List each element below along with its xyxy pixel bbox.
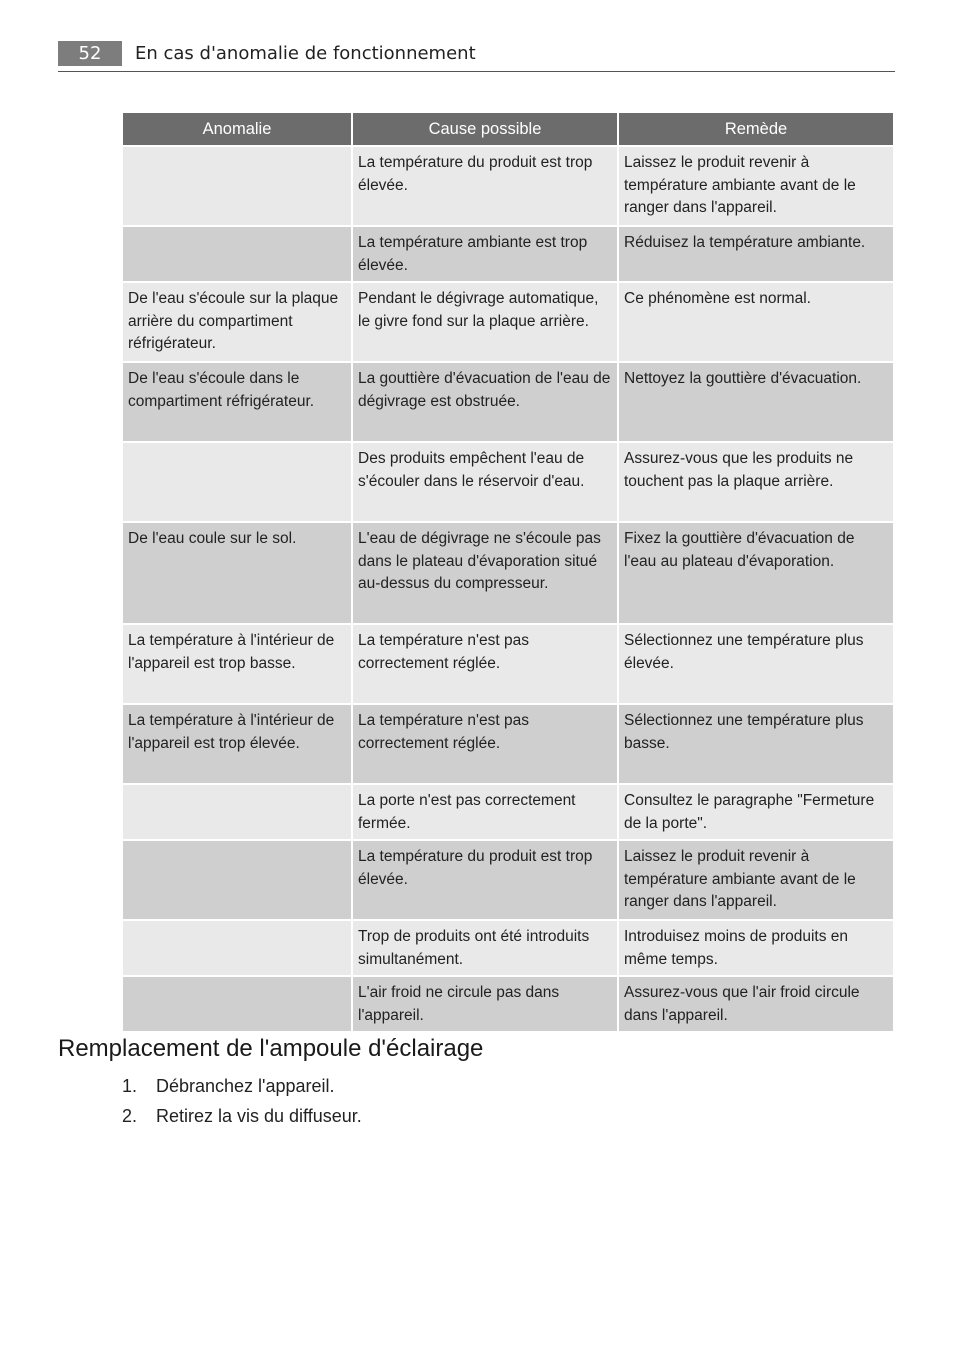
table-row <box>123 227 893 281</box>
table-row <box>123 363 893 441</box>
step-text: Débranchez l'appareil. <box>156 1076 335 1096</box>
cell-remede: Fixez la gouttière d'évacuation de l'eau au plateau d'évaporation. <box>619 523 893 623</box>
cell-anomalie <box>123 841 351 919</box>
cell-anomalie: La température à l'intérieur de l'appareil est trop élevée. <box>123 705 351 783</box>
cell-anomalie: De l'eau coule sur le sol. <box>123 523 351 623</box>
cell-cause: Trop de produits ont été introduits simultanément. <box>353 921 617 975</box>
table-row <box>123 625 893 703</box>
cell-remede: Assurez-vous que l'air froid circule dans l'appareil. <box>619 977 893 1031</box>
cell-cause: La porte n'est pas correctement fermée. <box>353 785 617 839</box>
list-item <box>122 1071 362 1101</box>
table-row <box>123 147 893 225</box>
troubleshooting-table <box>121 111 895 1033</box>
cell-cause: La température n'est pas correctement réglée. <box>353 705 617 783</box>
column-header-remede: Remède <box>619 113 893 145</box>
cell-cause: La température n'est pas correctement réglée. <box>353 625 617 703</box>
cell-remede: Nettoyez la gouttière d'évacuation. <box>619 363 893 441</box>
cell-anomalie <box>123 785 351 839</box>
column-header-anomalie: Anomalie <box>123 113 351 145</box>
cell-anomalie <box>123 147 351 225</box>
table-row <box>123 921 893 975</box>
steps-list <box>122 1071 362 1131</box>
cell-cause: Des produits empêchent l'eau de s'écouler dans le réservoir d'eau. <box>353 443 617 521</box>
table-row <box>123 443 893 521</box>
cell-remede: Consultez le paragraphe "Fermeture de la porte". <box>619 785 893 839</box>
section-title: Remplacement de l'ampoule d'éclairage <box>58 1035 484 1062</box>
cell-anomalie <box>123 443 351 521</box>
cell-cause: L'air froid ne circule pas dans l'appareil. <box>353 977 617 1031</box>
table-row <box>123 977 893 1031</box>
cell-cause: La gouttière d'évacuation de l'eau de dégivrage est obstruée. <box>353 363 617 441</box>
cell-remede: Assurez-vous que les produits ne touchent pas la plaque arrière. <box>619 443 893 521</box>
cell-anomalie: De l'eau s'écoule dans le compartiment réfrigérateur. <box>123 363 351 441</box>
column-header-cause: Cause possible <box>353 113 617 145</box>
cell-remede: Introduisez moins de produits en même temps. <box>619 921 893 975</box>
cell-remede: Sélectionnez une température plus basse. <box>619 705 893 783</box>
step-text: Retirez la vis du diffuseur. <box>156 1106 362 1126</box>
cell-anomalie: De l'eau s'écoule sur la plaque arrière du compartiment réfrigérateur. <box>123 283 351 361</box>
cell-remede: Laissez le produit revenir à température ambiante avant de le ranger dans l'appareil. <box>619 841 893 919</box>
cell-cause: L'eau de dégivrage ne s'écoule pas dans le plateau d'évaporation situé au-dessus du compresseur. <box>353 523 617 623</box>
cell-anomalie <box>123 921 351 975</box>
table-row <box>123 785 893 839</box>
cell-cause: La température du produit est trop élevée. <box>353 841 617 919</box>
table-row <box>123 523 893 623</box>
cell-remede: Laissez le produit revenir à température ambiante avant de le ranger dans l'appareil. <box>619 147 893 225</box>
header-title: En cas d'anomalie de fonctionnement <box>135 43 476 64</box>
cell-remede: Ce phénomène est normal. <box>619 283 893 361</box>
step-number: 1. <box>122 1076 138 1096</box>
table-row <box>123 283 893 361</box>
cell-anomalie: La température à l'intérieur de l'appareil est trop basse. <box>123 625 351 703</box>
cell-anomalie <box>123 977 351 1031</box>
cell-cause: Pendant le dégivrage automatique, le givre fond sur la plaque arrière. <box>353 283 617 361</box>
page-number: 52 <box>58 41 122 66</box>
table-row <box>123 705 893 783</box>
step-number: 2. <box>122 1106 138 1126</box>
page-header <box>58 41 895 72</box>
cell-remede: Réduisez la température ambiante. <box>619 227 893 281</box>
table-row <box>123 841 893 919</box>
cell-remede: Sélectionnez une température plus élevée. <box>619 625 893 703</box>
table-header-row <box>123 113 893 145</box>
cell-anomalie <box>123 227 351 281</box>
cell-cause: La température du produit est trop élevée. <box>353 147 617 225</box>
list-item <box>122 1101 362 1131</box>
cell-cause: La température ambiante est trop élevée. <box>353 227 617 281</box>
